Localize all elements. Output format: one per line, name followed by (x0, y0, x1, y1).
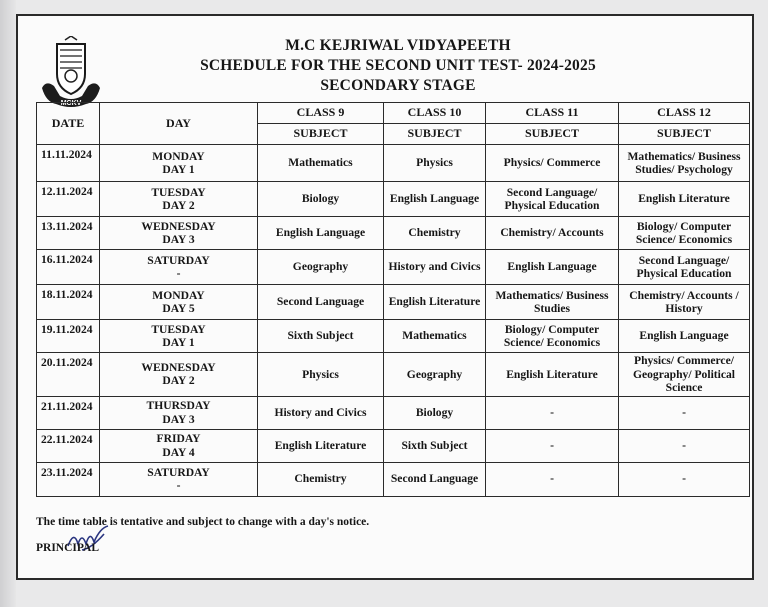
school-crest-icon (38, 36, 104, 112)
school-name: M.C KEJRIWAL VIDYAPEETH (285, 37, 511, 54)
date-cell: 22.11.2024 (37, 429, 100, 462)
day-name: FRIDAY (156, 432, 201, 445)
class-11-subject-cell: Second Language/ Physical Education (486, 182, 619, 217)
header-class-10: CLASS 10 (384, 103, 486, 124)
day-number: - (176, 267, 181, 280)
day-name: MONDAY (152, 149, 205, 163)
class-10-subject-cell: Biology (384, 396, 486, 429)
day-name: TUESDAY (151, 185, 206, 199)
day-name: WEDNESDAY (141, 360, 216, 374)
class-12-subject-cell: - (619, 396, 750, 429)
table-row (37, 320, 750, 353)
class-11-subject-cell: English Language (486, 250, 619, 285)
page-edge-shadow (0, 0, 16, 607)
class-10-subject-cell: Sixth Subject (384, 429, 486, 462)
class-12-subject-cell: Mathematics/ Business Studies/ Psychology (619, 145, 750, 182)
header-date: DATE (37, 103, 100, 145)
class-9-subject-cell: History and Civics (258, 396, 384, 429)
header-class-11: CLASS 11 (486, 103, 619, 124)
document-title: SCHEDULE FOR THE SECOND UNIT TEST- 2024-2025 (200, 57, 596, 74)
class-11-subject-cell: Physics/ Commerce (486, 145, 619, 182)
day-name: WEDNESDAY (141, 219, 216, 233)
date-cell: 16.11.2024 (37, 250, 100, 285)
class-12-subject-cell: Chemistry/ Accounts / History (619, 285, 750, 320)
day-name: MONDAY (152, 288, 205, 302)
class-10-subject-cell: Geography (384, 353, 486, 397)
table-row (37, 182, 750, 217)
table-row (37, 285, 750, 320)
day-cell (100, 145, 258, 182)
principal-label: PRINCIPAL (36, 542, 100, 554)
class-10-subject-cell: History and Civics (384, 250, 486, 285)
date-cell: 23.11.2024 (37, 462, 100, 496)
day-cell (100, 353, 258, 397)
class-11-subject-cell: Biology/ Computer Science/ Economics (486, 320, 619, 353)
logo-text: MCKV (60, 100, 82, 107)
day-number: DAY 5 (162, 302, 195, 315)
class-10-subject-cell: Second Language (384, 462, 486, 496)
header-day: DAY (100, 103, 258, 145)
header-subject: SUBJECT (258, 124, 384, 145)
day-number: DAY 2 (162, 374, 195, 388)
class-12-subject-cell: - (619, 429, 750, 462)
header-subject: SUBJECT (619, 124, 750, 145)
class-11-subject-cell: - (486, 429, 619, 462)
date-cell: 13.11.2024 (37, 217, 100, 250)
class-12-subject-cell: Second Language/ Physical Education (619, 250, 750, 285)
day-name: SATURDAY (147, 253, 210, 267)
date-cell: 19.11.2024 (37, 320, 100, 353)
class-10-subject-cell: Mathematics (384, 320, 486, 353)
header-subject: SUBJECT (486, 124, 619, 145)
day-cell (100, 217, 258, 250)
document-header (138, 36, 658, 96)
disclaimer-note: The time table is tentative and subject to change with a day's notice. (36, 516, 370, 528)
header-subject: SUBJECT (384, 124, 486, 145)
class-12-subject-cell: English Language (619, 320, 750, 353)
table-row (37, 145, 750, 182)
day-name: SATURDAY (147, 465, 210, 479)
class-10-subject-cell: English Literature (384, 285, 486, 320)
table-row (37, 429, 750, 462)
table-row (37, 217, 750, 250)
stage-label: SECONDARY STAGE (320, 77, 476, 94)
exam-schedule-table (36, 102, 750, 497)
class-9-subject-cell: English Literature (258, 429, 384, 462)
class-10-subject-cell: Physics (384, 145, 486, 182)
class-9-subject-cell: English Language (258, 217, 384, 250)
day-cell (100, 285, 258, 320)
class-9-subject-cell: Physics (258, 353, 384, 397)
class-12-subject-cell: Biology/ Computer Science/ Economics (619, 217, 750, 250)
date-cell: 18.11.2024 (37, 285, 100, 320)
date-cell: 20.11.2024 (37, 353, 100, 397)
class-12-subject-cell: English Literature (619, 182, 750, 217)
day-cell (100, 429, 258, 462)
table-row (37, 396, 750, 429)
day-number: - (176, 479, 181, 492)
day-cell (100, 250, 258, 285)
header-class-12: CLASS 12 (619, 103, 750, 124)
schedule-sheet (16, 14, 754, 580)
class-9-subject-cell: Geography (258, 250, 384, 285)
date-cell: 12.11.2024 (37, 182, 100, 217)
class-11-subject-cell: Mathematics/ Business Studies (486, 285, 619, 320)
class-10-subject-cell: Chemistry (384, 217, 486, 250)
table-row (37, 250, 750, 285)
table-row (37, 462, 750, 496)
class-9-subject-cell: Biology (258, 182, 384, 217)
day-number: DAY 2 (162, 199, 195, 212)
date-cell: 11.11.2024 (37, 145, 100, 182)
day-cell (100, 320, 258, 353)
class-9-subject-cell: Second Language (258, 285, 384, 320)
class-10-subject-cell: English Language (384, 182, 486, 217)
day-name: TUESDAY (151, 322, 206, 336)
day-number: DAY 1 (162, 163, 195, 176)
date-cell: 21.11.2024 (37, 396, 100, 429)
day-number: DAY 3 (162, 412, 195, 426)
day-name: THURSDAY (146, 399, 211, 412)
header-class-9: CLASS 9 (258, 103, 384, 124)
day-number: DAY 4 (162, 445, 195, 459)
class-9-subject-cell: Chemistry (258, 462, 384, 496)
class-11-subject-cell: - (486, 396, 619, 429)
class-11-subject-cell: Chemistry/ Accounts (486, 217, 619, 250)
day-number: DAY 3 (162, 233, 195, 246)
class-11-subject-cell: English Literature (486, 353, 619, 397)
class-9-subject-cell: Mathematics (258, 145, 384, 182)
day-cell (100, 396, 258, 429)
class-9-subject-cell: Sixth Subject (258, 320, 384, 353)
class-11-subject-cell: - (486, 462, 619, 496)
class-12-subject-cell: Physics/ Commerce/ Geography/ Political Science (619, 353, 750, 397)
day-cell (100, 182, 258, 217)
day-cell (100, 462, 258, 496)
day-number: DAY 1 (162, 336, 195, 349)
table-row (37, 353, 750, 397)
class-12-subject-cell: - (619, 462, 750, 496)
